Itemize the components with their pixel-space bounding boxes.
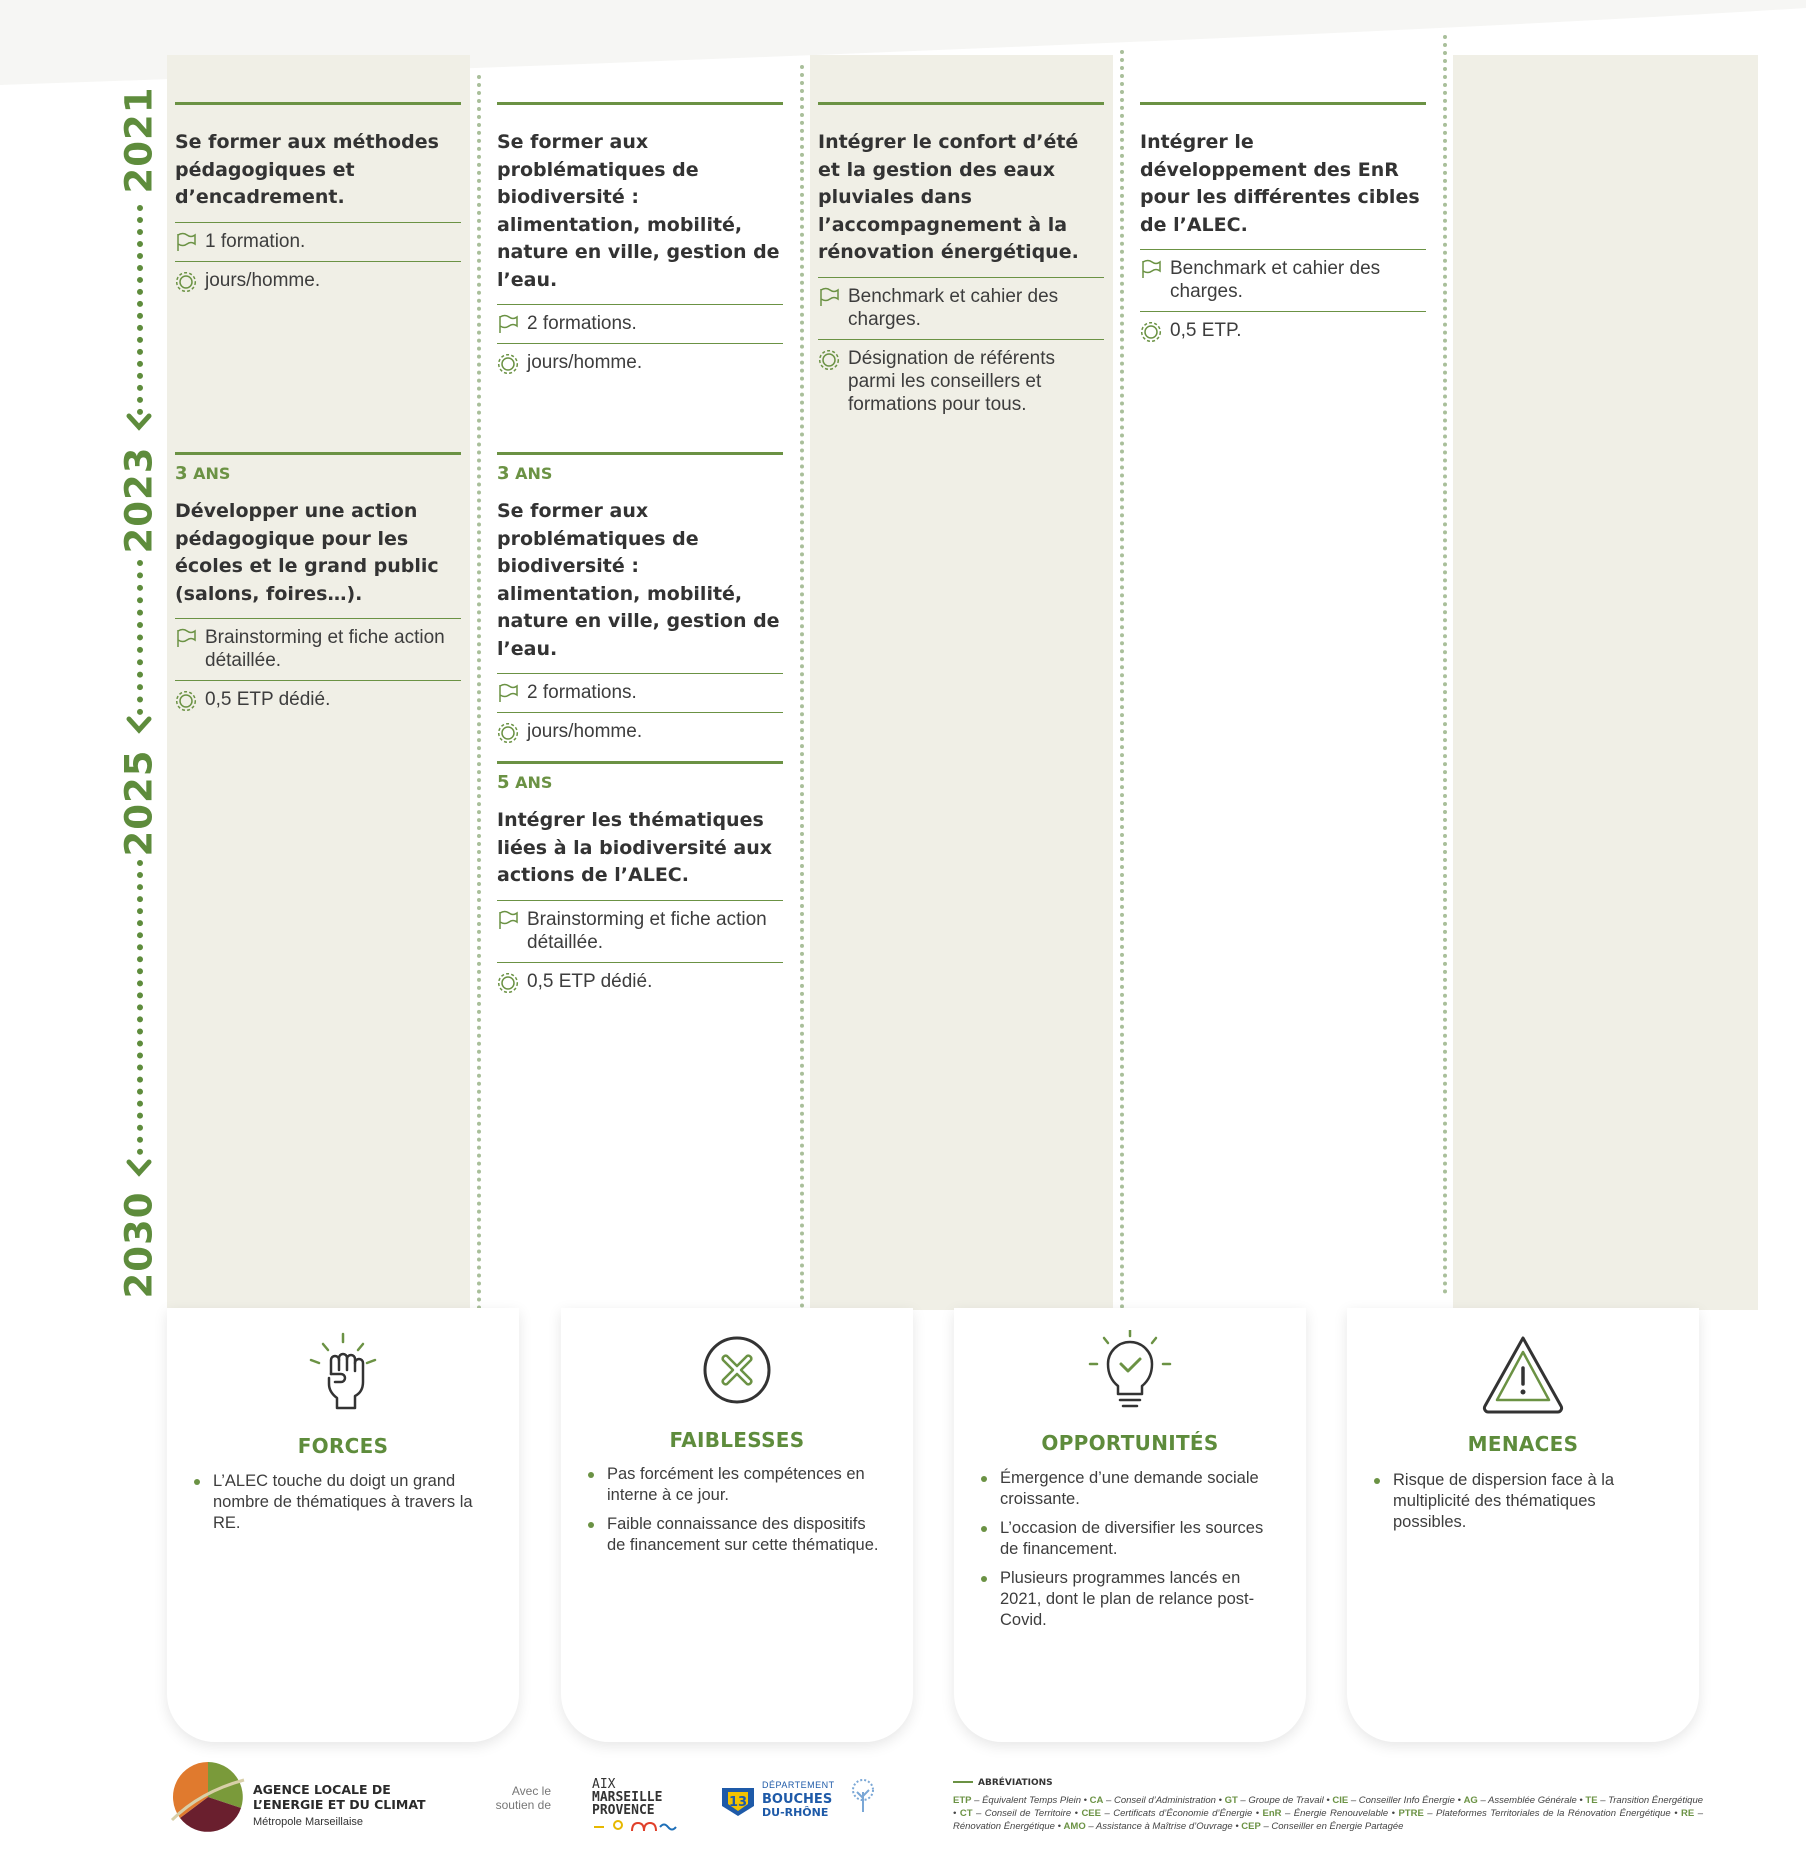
abbreviation-value: – Certificats d’Économie d’Énergie: [1100, 1808, 1253, 1819]
duration-label: 3 ANS: [497, 463, 553, 484]
list-item: Risque de dispersion face à la multiplicité des thématiques possibles.: [1385, 1470, 1669, 1533]
gear-icon: [818, 349, 840, 371]
abbreviation-key: GT: [1224, 1795, 1238, 1806]
abbreviation-key: CA: [1089, 1795, 1104, 1806]
abbreviation-key: AG: [1463, 1795, 1478, 1806]
deliverable-item: [175, 222, 461, 261]
cd13-logo: [718, 1782, 878, 1822]
abbreviations-title: ABRÉVIATIONS: [978, 1778, 1053, 1788]
abbreviation-value: – Groupe de Travail: [1237, 1795, 1324, 1806]
action-block: [497, 452, 783, 751]
swot-title: MENACES: [1467, 1432, 1579, 1456]
tree-icon: [848, 1778, 878, 1814]
abbreviation-key: PTRE: [1398, 1808, 1424, 1819]
column-separator: [800, 65, 804, 1325]
amp-logo-line: MARSEILLE: [592, 1790, 663, 1805]
chevron-down-icon: [125, 715, 153, 735]
flag-icon: [497, 910, 519, 930]
resource-text: 0,5 ETP dédié.: [527, 970, 653, 992]
abbreviation-value: – Conseiller en Énergie Partagée: [1260, 1821, 1404, 1832]
abbreviation-value: – Équivalent Temps Plein: [971, 1795, 1082, 1806]
resource-text: jours/homme.: [205, 269, 321, 291]
block-top-line: [175, 452, 461, 455]
action-title: Se former aux méthodes pédagogiques et d’encadrement.: [175, 131, 439, 208]
alec-name-line: AGENCE LOCALE DE: [253, 1782, 391, 1797]
swot-list: [193, 1471, 489, 1542]
gear-icon: [497, 353, 519, 375]
alec-subtitle: Métropole Marseillaise: [253, 1816, 364, 1828]
resource-text: jours/homme.: [527, 721, 643, 742]
flag-icon: [1140, 259, 1162, 279]
flag-icon: [497, 683, 519, 703]
deliverable-text: 2 formations.: [527, 313, 637, 334]
resource-text: Désignation de référents parmi les conseillers et formations pour tous.: [848, 347, 1056, 415]
cross-circle-icon: [695, 1328, 779, 1412]
abbreviation-value: – Assemblée Générale: [1477, 1795, 1577, 1806]
abbreviation-key: EnR: [1262, 1808, 1282, 1819]
action-title: Intégrer le développement des EnR pour les différentes cibles de l’ALEC.: [1140, 131, 1420, 236]
deliverable-text: Benchmark et cahier des charges.: [1170, 258, 1381, 302]
swot-list: [587, 1464, 883, 1564]
list-item: Pas forcément les compétences en interne à ce jour.: [599, 1464, 883, 1506]
amp-logo-line: AIX: [592, 1777, 616, 1792]
abbreviation-key: TE: [1585, 1795, 1598, 1806]
action-title: Intégrer le confort d’été et la gestion des eaux pluviales dans l’accompagnement à la rénovation énergétique.: [818, 131, 1079, 263]
abbreviation-value: – Énergie Renouvelable: [1281, 1808, 1389, 1819]
gear-icon: [497, 972, 519, 994]
gear-icon: [497, 722, 519, 744]
resource-text: 0,5 ETP dédié.: [205, 689, 331, 710]
duration-label: 3 ANS: [175, 463, 231, 484]
abbreviations-text: ETP – Équivalent Temps Plein • CA – Conseil d’Administration • GT – Groupe de Travail • CIE – Conseiller Info Énergie • AG – Assemblée Générale • TE – Transition Énergétique • CT – Conseil de Territoire • CEE – Certificats d’Économie d’Énergie • EnR – Énergie Renouvelable • PTRE – Plateformes Territoriales de la Rénovation Énergétique • RE – Rénovation Énergétique • AMO – Assistance à Maîtrise d’Ouvrage • CEP – Conseiller en Énergie Partagée: [953, 1795, 1704, 1832]
abbreviation-key: CT: [959, 1808, 973, 1819]
amp-logo: [592, 1778, 682, 1833]
resource-text: jours/homme.: [527, 352, 643, 373]
flag-icon: [497, 314, 519, 334]
deliverable-text: Brainstorming et fiche action détaillée.: [527, 908, 767, 953]
action-title: Se former aux problématiques de biodiversité : alimentation, mobilité, nature en ville, gestion de l’eau.: [497, 500, 780, 660]
alec-logo: [170, 1762, 246, 1832]
cd13-line: DU-RHÔNE: [762, 1806, 829, 1819]
swot-card-faiblesses: [561, 1308, 913, 1742]
deliverable-item: [175, 618, 461, 680]
swot-card-menaces: [1347, 1308, 1699, 1742]
cd13-emblem: [718, 1784, 758, 1818]
gear-icon: [175, 271, 197, 293]
flag-icon: [175, 628, 197, 648]
deliverable-text: Brainstorming et fiche action détaillée.: [205, 627, 445, 671]
action-block: [497, 102, 783, 382]
swot-title: OPPORTUNITÉS: [1041, 1431, 1219, 1455]
timeline-dots: [137, 560, 143, 715]
action-block: [1140, 102, 1426, 350]
resource-item: [497, 712, 783, 751]
abbreviation-key: ETP: [953, 1795, 972, 1806]
action-block: [175, 102, 461, 300]
resource-item: [175, 261, 461, 300]
list-item: L’occasion de diversifier les sources de financement.: [992, 1518, 1276, 1560]
abbreviation-key: CEE: [1081, 1808, 1101, 1819]
deliverable-item: [497, 673, 783, 712]
abbreviation-key: RE: [1681, 1808, 1695, 1819]
chevron-down-icon: [125, 1158, 153, 1178]
cd13-line: DÉPARTEMENT: [762, 1780, 835, 1790]
action-title: Développer une action pédagogique pour les écoles et le grand public (salons, foires…).: [175, 500, 439, 605]
swot-list: [1373, 1470, 1669, 1541]
amp-logo-symbols: [592, 1819, 678, 1833]
abbreviation-key: AMO: [1063, 1821, 1086, 1832]
resource-item: [1140, 311, 1426, 350]
deliverable-item: [818, 277, 1104, 339]
gear-icon: [175, 690, 197, 712]
deliverable-item: [497, 900, 783, 962]
chevron-down-icon: [125, 412, 153, 432]
svg-text:13: 13: [728, 1795, 748, 1810]
deliverable-item: [1140, 249, 1426, 311]
fist-icon: [301, 1330, 385, 1414]
abbreviation-value: – Rénovation Énergétique: [953, 1808, 1704, 1832]
timeline-year: 2023: [117, 446, 161, 554]
swot-list: [980, 1468, 1276, 1639]
column-separator: [1443, 35, 1447, 1295]
timeline-year: 2021: [117, 86, 161, 194]
abbreviation-value: – Conseil de Territoire: [972, 1808, 1072, 1819]
support-line: Avec le: [511, 1784, 551, 1798]
resource-item: [497, 343, 783, 382]
list-item: L’ALEC touche du doigt un grand nombre de thématiques à travers la RE.: [205, 1471, 489, 1534]
swot-card-opportunites: [954, 1308, 1306, 1742]
timeline-year: 2025: [117, 749, 161, 857]
timeline: [115, 86, 163, 1300]
cd13-line: BOUCHES: [762, 1792, 833, 1807]
abbreviation-key: CIE: [1332, 1795, 1349, 1806]
support-line: soutien de: [495, 1798, 551, 1812]
alec-name: [253, 1782, 426, 1812]
duration-label: 5 ANS: [497, 772, 553, 793]
swot-title: FORCES: [297, 1434, 389, 1458]
resource-text: 0,5 ETP.: [1170, 320, 1242, 341]
list-item: Plusieurs programmes lancés en 2021, dont le plan de relance post-Covid.: [992, 1568, 1276, 1631]
abbreviations-rule: [953, 1781, 973, 1783]
deliverable-text: Benchmark et cahier des charges.: [848, 285, 1059, 330]
support-label: [485, 1784, 551, 1812]
amp-logo-line: PROVENCE: [592, 1803, 655, 1818]
abbreviation-value: – Conseil d’Administration: [1103, 1795, 1216, 1806]
abbreviation-value: – Plateformes Territoriales de la Rénovation Énergétique: [1423, 1808, 1671, 1819]
block-top-line: [497, 452, 783, 455]
timeline-dots: [137, 860, 143, 1155]
column-separator: [1120, 50, 1124, 1310]
abbreviation-key: CEP: [1241, 1821, 1261, 1832]
timeline-year: 2030: [117, 1191, 161, 1299]
list-item: Émergence d’une demande sociale croissante.: [992, 1468, 1276, 1510]
list-item: Faible connaissance des dispositifs de financement sur cette thématique.: [599, 1514, 883, 1556]
column-5-background: [1453, 55, 1758, 1310]
alec-name-line: L’ENERGIE ET DU CLIMAT: [253, 1797, 426, 1812]
abbreviation-value: – Conseiller Info Énergie: [1348, 1795, 1455, 1806]
flag-icon: [818, 287, 840, 307]
abbreviation-value: – Transition Énergétique: [1597, 1795, 1704, 1806]
action-block: [497, 761, 783, 1001]
flag-icon: [175, 232, 197, 252]
deliverable-text: 2 formations.: [527, 682, 637, 703]
resource-item: [818, 339, 1104, 424]
action-block: [175, 452, 461, 719]
gear-icon: [1140, 321, 1162, 343]
warning-icon: [1481, 1334, 1565, 1418]
abbreviation-value: – Assistance à Maîtrise d’Ouvrage: [1085, 1821, 1233, 1832]
block-top-line: [497, 761, 783, 764]
action-title: Intégrer les thématiques liées à la biodiversité aux actions de l’ALEC.: [497, 809, 773, 886]
timeline-dots: [137, 205, 143, 415]
action-title: Se former aux problématiques de biodiversité : alimentation, mobilité, nature en ville, gestion de l’eau.: [497, 131, 780, 291]
resource-item: [497, 962, 783, 1001]
deliverable-item: [497, 304, 783, 343]
lightbulb-icon: [1088, 1330, 1172, 1414]
resource-item: [175, 680, 461, 719]
action-block: [818, 102, 1104, 424]
swot-card-forces: [167, 1308, 519, 1742]
swot-title: FAIBLESSES: [669, 1428, 805, 1452]
column-separator: [477, 75, 481, 1335]
deliverable-text: 1 formation.: [205, 230, 306, 252]
